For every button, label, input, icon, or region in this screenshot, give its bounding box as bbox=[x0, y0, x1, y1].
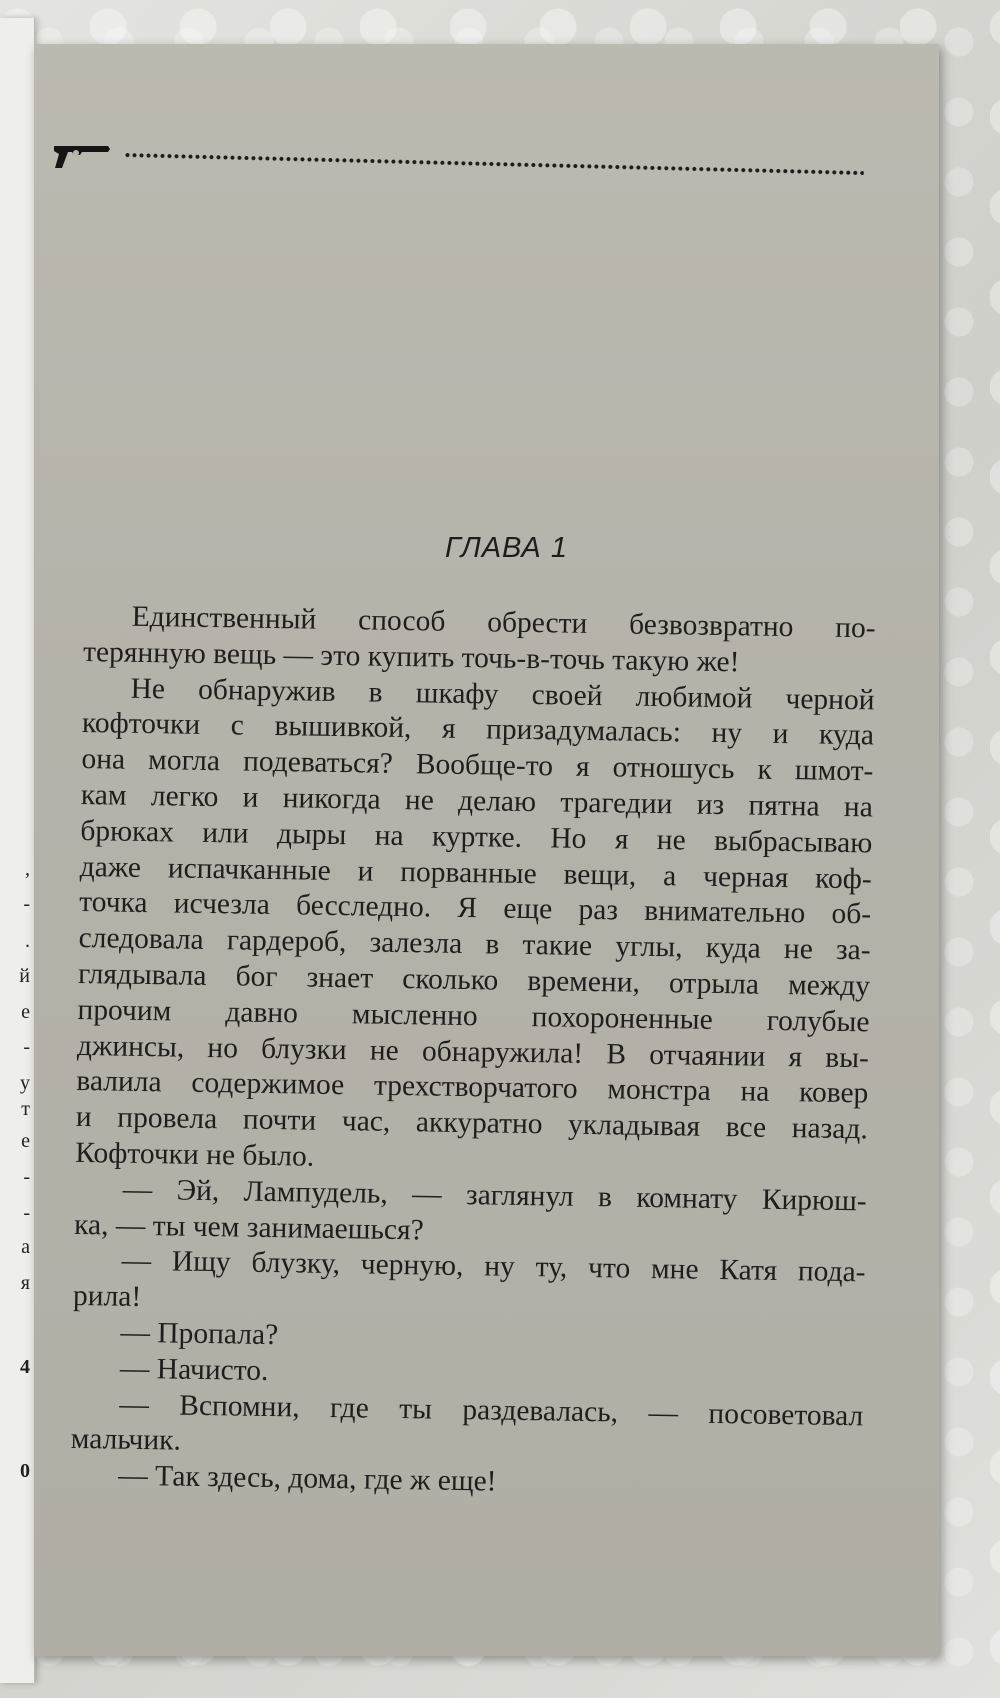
revolver-icon bbox=[52, 142, 112, 172]
prev-fragment: у bbox=[20, 1072, 30, 1094]
prev-fragment: - bbox=[23, 893, 30, 915]
text-line: Не обнаружив в шкафу своей любимой черной bbox=[130, 672, 875, 717]
prev-fragment: т bbox=[21, 1098, 30, 1120]
prev-fragment: . bbox=[25, 930, 30, 952]
prev-fragment: , bbox=[25, 858, 30, 880]
prev-fragment: е bbox=[21, 1130, 30, 1152]
prev-fragment: - bbox=[23, 1202, 30, 1224]
dotted-rule bbox=[124, 152, 864, 176]
text-line: кам легко и никогда не делаю трагедии из пятна на bbox=[80, 778, 874, 824]
text-line: ка, — ты чем занимаешься? bbox=[73, 1208, 424, 1246]
chapter-body bbox=[70, 599, 876, 1506]
text-line: — Пропала? bbox=[120, 1316, 279, 1352]
text-line: джинсы, но блузки не обнаружила! В отчаянии я вы- bbox=[76, 1029, 870, 1074]
text-line: даже испачканные и порванные вещи, а черная коф- bbox=[79, 850, 872, 895]
text-line: — Так здесь, дома, где ж еще! bbox=[117, 1459, 497, 1498]
text-line: следовала гардероб, залезла в такие углы, куда не за- bbox=[78, 922, 871, 967]
prev-fragment: - bbox=[23, 1166, 30, 1188]
text-line: прочим давно мысленно похороненные голубые bbox=[77, 993, 870, 1039]
prev-fragment: е bbox=[21, 1001, 30, 1023]
text-line: рила! bbox=[72, 1280, 142, 1314]
text-line: валила содержимое трехстворчатого монстра на ковер bbox=[76, 1065, 869, 1110]
prev-fragment: я bbox=[20, 1272, 30, 1294]
text-line: Единственный способ обрести безвозвратно по- bbox=[131, 600, 876, 645]
text-line: брюках или дыры на куртке. Но я не выбрасываю bbox=[80, 814, 873, 860]
text-line: и провела почти час, аккуратно укладывая все назад. bbox=[75, 1101, 869, 1146]
text-line: терянную вещь — это купить точь-в-точь такую же! bbox=[82, 635, 740, 679]
previous-page-edge bbox=[0, 18, 35, 1683]
text-line: — Ищу блузку, черную, ну ту, что мне Катя пода- bbox=[121, 1245, 866, 1289]
prev-fragment: 0 bbox=[20, 1460, 30, 1482]
text-line: Кофточки не было. bbox=[75, 1136, 315, 1173]
text-line: — Начисто. bbox=[119, 1352, 269, 1387]
chapter-title: ГЛАВА 1 bbox=[445, 532, 568, 564]
prev-fragment: й bbox=[19, 965, 30, 987]
text-line: — Вспомни, где ты раздевалась, — посоветовал bbox=[119, 1388, 864, 1432]
header-ornament bbox=[52, 142, 872, 172]
text-line: точка исчезла бесследно. Я еще раз внимательно об- bbox=[78, 886, 872, 931]
text-line: глядывала бог знает сколько времени, отрыла между bbox=[77, 957, 871, 1003]
text-line: мальчик. bbox=[70, 1423, 182, 1457]
prev-fragment: 4 bbox=[20, 1356, 30, 1378]
text-line: кофточки с вышивкой, я призадумалась: ну и куда bbox=[81, 707, 875, 752]
prev-fragment: а bbox=[21, 1236, 30, 1258]
prev-fragment: - bbox=[23, 1036, 30, 1058]
previous-page-fragments bbox=[0, 18, 34, 1683]
text-line: она могла подеваться? Вообще-то я отношусь к шмот- bbox=[81, 743, 874, 788]
book-page bbox=[34, 44, 939, 1656]
text-line: — Эй, Лампудель, — заглянул в комнату Кирюш- bbox=[122, 1173, 867, 1218]
